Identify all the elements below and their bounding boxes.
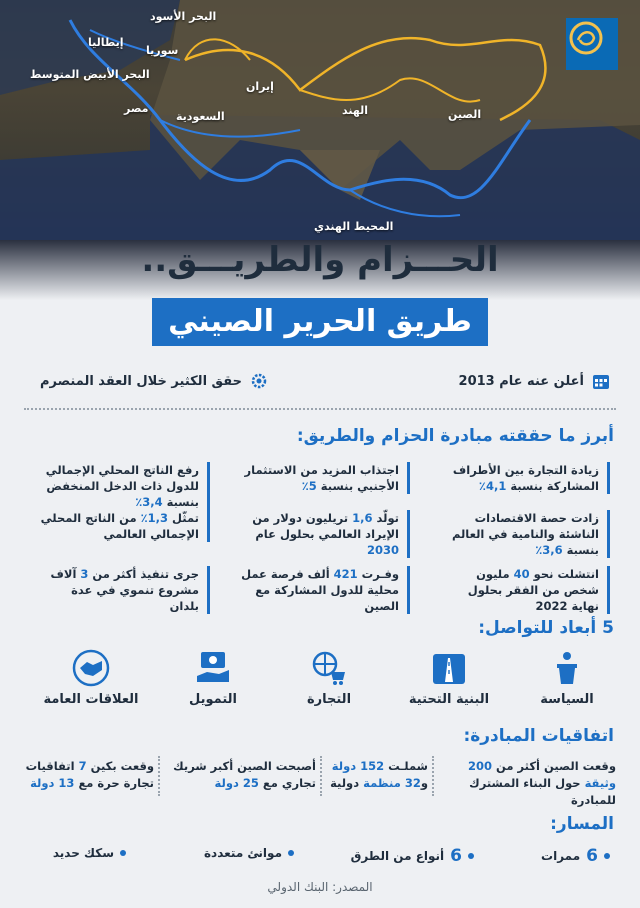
sub-title: طريق الحرير الصيني	[152, 298, 488, 346]
source-note: المصدر: البنك الدولي	[267, 880, 373, 894]
calendar-icon	[592, 372, 610, 390]
stat-item: وفـرت 421 ألف فرصة عمل محلية للدول المشاركة مع الصين	[240, 566, 410, 614]
agreements-title: اتفاقيات المبادرة:	[463, 726, 614, 746]
trade-cart-globe-icon	[309, 648, 349, 688]
agreement-item: وقعت بكين 7 اتفاقيات تجارة حرة مع 13 دولة	[25, 759, 154, 790]
road-infrastructure-icon	[429, 648, 469, 688]
stat-item: زيادة التجارة بين الأطراف المشاركة بنسبة 4,1٪	[440, 462, 610, 494]
label-syria: سوريا	[146, 44, 179, 57]
label-mediterranean: البحر الأبيض المتوسط	[30, 68, 150, 81]
label-iran: إيران	[246, 80, 274, 93]
aljazeera-logo-icon	[566, 18, 618, 70]
stat-item: زادت حصة الاقتصادات الناشئة والنامية في العالم بنسبة 3,6٪	[440, 510, 610, 558]
stat-item: جرى تنفيذ أكثر من 3 آلاف مشروع تنموي في عدة بلدان	[40, 566, 210, 614]
stat-item: تمثّل 1,3٪ من الناتج المحلي الإجمالي العالمي	[40, 510, 210, 542]
path-title: المسار:	[550, 814, 614, 834]
path-road-types: 6 أنواع من الطرق	[351, 846, 474, 866]
label-indian-ocean: المحيط الهندي	[314, 220, 394, 233]
dimension-infrastructure: البنية التحتية	[394, 648, 504, 707]
bullet-icon	[604, 853, 610, 859]
dimension-finance: التمويل	[158, 648, 268, 707]
handshake-icon	[71, 648, 111, 688]
finance-money-hand-icon	[193, 648, 233, 688]
label-egypt: مصر	[124, 102, 149, 115]
dimension-public-relations: العلاقات العامة	[36, 648, 146, 707]
stat-item: اجتذاب المزيد من الاستثمار الأجنبي بنسبة 5٪	[240, 462, 410, 494]
dimension-trade: التجارة	[274, 648, 384, 707]
path-ports: موانئ متعددة	[204, 846, 294, 860]
label-italy: إيطاليا	[88, 36, 124, 49]
main-title: الحـــزام والطريـــق..	[141, 240, 499, 280]
separator	[320, 756, 322, 796]
label-saudi: السعودية	[176, 110, 225, 123]
politics-podium-icon	[547, 648, 587, 688]
agreement-item: وقعت الصين أكثر من 200 وثيقة حول البناء المشترك للمبادرة	[468, 759, 616, 807]
dimension-politics: السياسة	[512, 648, 622, 707]
gear-icon	[250, 372, 268, 390]
agreement-item: شملـت 152 دولة و32 منظمة دولية	[330, 759, 428, 790]
achieved-text: حقق الكثير خلال العقد المنصرم	[40, 373, 242, 389]
stat-item: انتشلت نحو 40 مليون شخص من الفقر بحلول نهاية 2022	[440, 566, 610, 614]
bullet-icon	[120, 850, 126, 856]
announced-info	[459, 372, 610, 390]
achieved-info	[40, 372, 268, 390]
path-corridors: 6 ممرات	[541, 846, 610, 866]
stat-item: تولّد 1,6 تريليون دولار من الإيراد العالمي بحلول عام 2030	[240, 510, 410, 558]
path-railways: سكك حديد	[53, 846, 126, 860]
announced-text: أعلن عنه عام 2013	[458, 373, 584, 389]
bullet-icon	[288, 850, 294, 856]
bullet-icon	[468, 853, 474, 859]
stat-item: رفع الناتج المحلي الإجمالي للدول ذات الدخل المنخفض بنسبة 3,4٪	[40, 462, 210, 510]
separator	[158, 756, 160, 796]
dimensions-title: 5 أبعاد للتواصل:	[478, 618, 614, 638]
label-china: الصين	[448, 108, 482, 121]
label-black-sea: البحر الأسود	[150, 10, 217, 23]
divider	[24, 408, 616, 410]
separator	[432, 756, 434, 796]
achievements-title: أبرز ما حققته مبادرة الحزام والطريق:	[296, 426, 614, 446]
label-india: الهند	[342, 104, 369, 117]
agreement-item: أصبحت الصين أكبر شريك تجاري مع 25 دولة	[173, 759, 316, 790]
